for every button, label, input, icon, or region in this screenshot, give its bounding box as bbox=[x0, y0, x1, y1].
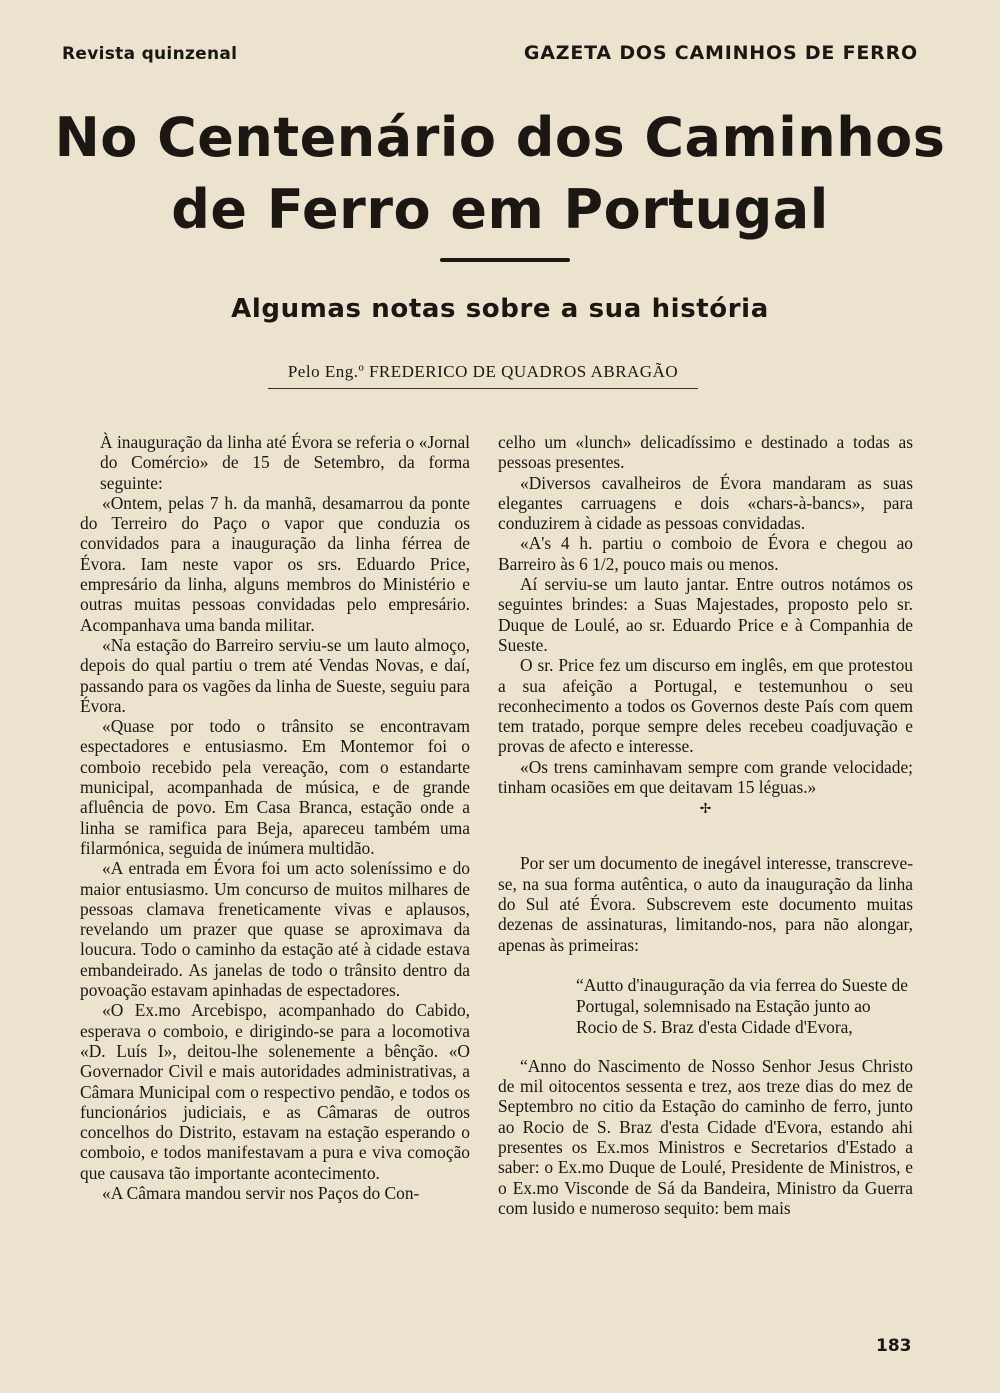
paragraph: «Os trens caminhavam sempre com grande velocidade; tinham ocasiões em que deitavam 15 léguas.» bbox=[498, 756, 913, 798]
document-heading: “Autto d'inauguração da via ferrea do Sueste de Portugal, solemnisado na Estação junto ao Rocio de S. Braz d'esta Cidade d'Evora, bbox=[576, 974, 908, 1037]
article-subtitle: Algumas notas sobre a sua história bbox=[231, 294, 769, 324]
title-line-1: No Centenário dos Caminhos bbox=[54, 106, 946, 169]
title-line-2: de Ferro em Portugal bbox=[171, 178, 829, 241]
paragraph: «Diversos cavalheiros de Évora mandaram as suas elegantes carruagens e dois «chars-à-bancs», para conduzirem à cidade as pessoas convidadas. bbox=[498, 472, 913, 534]
document-text: “Anno do Nascimento de Nosso Senhor Jesus Christo de mil oitocentos sessenta e trez, aos treze dias do mez de Septembro no citio da Estação do caminho de ferro, junto ao Rocio de S. Braz d'esta Cidade d'Evora, estando ahi presentes os Ex.mos Ministros e Secretarios d'Estado a saber: o Ex.mo Duque de Loulé, Presidente de Ministros, e o Ex.mo Visconde de Sá da Bandeira, Ministro da Guerra com lusido e numeroso sequito: bem mais bbox=[498, 1055, 913, 1218]
paragraph: «Na estação do Barreiro serviu-se um lauto almoço, depois do qual partiu o trem até Vendas Novas, e daí, passando para os vagões da linha de Sueste, seguiu para Évora. bbox=[80, 634, 470, 716]
page-number: 183 bbox=[876, 1336, 912, 1356]
paragraph: Aí serviu-se um lauto jantar. Entre outros notámos os seguintes brindes: a Suas Majestades, proposto pelo sr. Duque de Loulé, ao sr. Eduardo Price e à Companhia de Sueste. bbox=[498, 574, 913, 655]
paragraph: O sr. Price fez um discurso em inglês, em que protestou a sua afeição a Portugal, e testemunhou o seu reconhecimento a todos os Governos deste País com quem tem tratado, porque sempre deles recebeu coadjuvação e provas de afecto e interesse. bbox=[498, 655, 913, 757]
paragraph: «O Ex.mo Arcebispo, acompanhado do Cabido, esperava o comboio, e dirigindo-se para a locomotiva «D. Luís I», deitou-lhe solenemente a bênção. «O Governador Civil e mais autoridades administrativas, a Câmara Municipal com o respectivo pendão, e todos os funcionários judiciais, e as Câmaras de outros concelhos do Distrito, estavam na estação esperando o comboio, e todos manifestavam a pura e viva comoção que causava tão importante acontecimento. bbox=[80, 1000, 470, 1183]
paragraph: «Ontem, pelas 7 h. da manhã, desamarrou da ponte do Terreiro do Paço o vapor que conduzia os convidados para a inauguração da linha férrea de Évora. Iam neste vapor os srs. Eduardo Price, empresário da linha, alguns membros do Ministério e outras muitas pessoas convidadas pelo empresário. Acompanhava uma banda militar. bbox=[80, 492, 470, 635]
paragraph: Por ser um documento de inegável interesse, transcreve-se, na sua forma autêntica, o auto da inauguração da linha do Sul até Évora. Subscrevem este documento muitas dezenas de assinaturas, limitando-nos, para não alongar, apenas às primeiras: bbox=[498, 853, 913, 955]
periodicity-label: Revista quinzenal bbox=[62, 44, 238, 64]
paragraph: «A Câmara mandou servir nos Paços do Con- bbox=[102, 1182, 420, 1203]
paragraph-continuation: celho um «lunch» delicadíssimo e destinado a todas as pessoas presentes. bbox=[498, 432, 913, 473]
paragraph: «A's 4 h. partiu o comboio de Évora e chegou ao Barreiro às 6 1/2, pouco mais ou menos. bbox=[498, 533, 913, 574]
paragraph: À inauguração da linha até Évora se referia o «Jornal do Comércio» de 15 de Setembro, da forma seguinte: bbox=[100, 432, 470, 493]
right-column bbox=[498, 432, 913, 1218]
article-title bbox=[40, 102, 960, 246]
running-head bbox=[62, 40, 918, 68]
paragraph: «Quase por todo o trânsito se encontravam espectadores e entusiasmo. Em Montemor foi o comboio recebido pela vereação, com o estandarte municipal, acompanhada de música, e de grande afluência de povo. Em Casa Branca, estação onde a linha se ramifica para Beja, apareceu também uma filarmónica, seguida de inúmera multidão. bbox=[80, 716, 470, 858]
left-column bbox=[80, 432, 470, 1203]
title-divider bbox=[440, 258, 570, 262]
paragraph: «A entrada em Évora foi um acto soleníssimo e do maior entusiasmo. Um concurso de muitos milhares de pessoas clamava freneticamente vivas e aplausos, revelando um prazer que quase se aproximava da loucura. Todo o caminho da estação até à cidade estava embandeirado. As janelas de todo o trânsito dentro da povoação estavam apinhadas de espectadores. bbox=[80, 858, 470, 1001]
article-byline: Pelo Eng.º FREDERICO DE QUADROS ABRAGÃO bbox=[268, 362, 698, 389]
section-separator: ✢ bbox=[699, 802, 712, 818]
magazine-name: GAZETA DOS CAMINHOS DE FERRO bbox=[523, 42, 918, 64]
